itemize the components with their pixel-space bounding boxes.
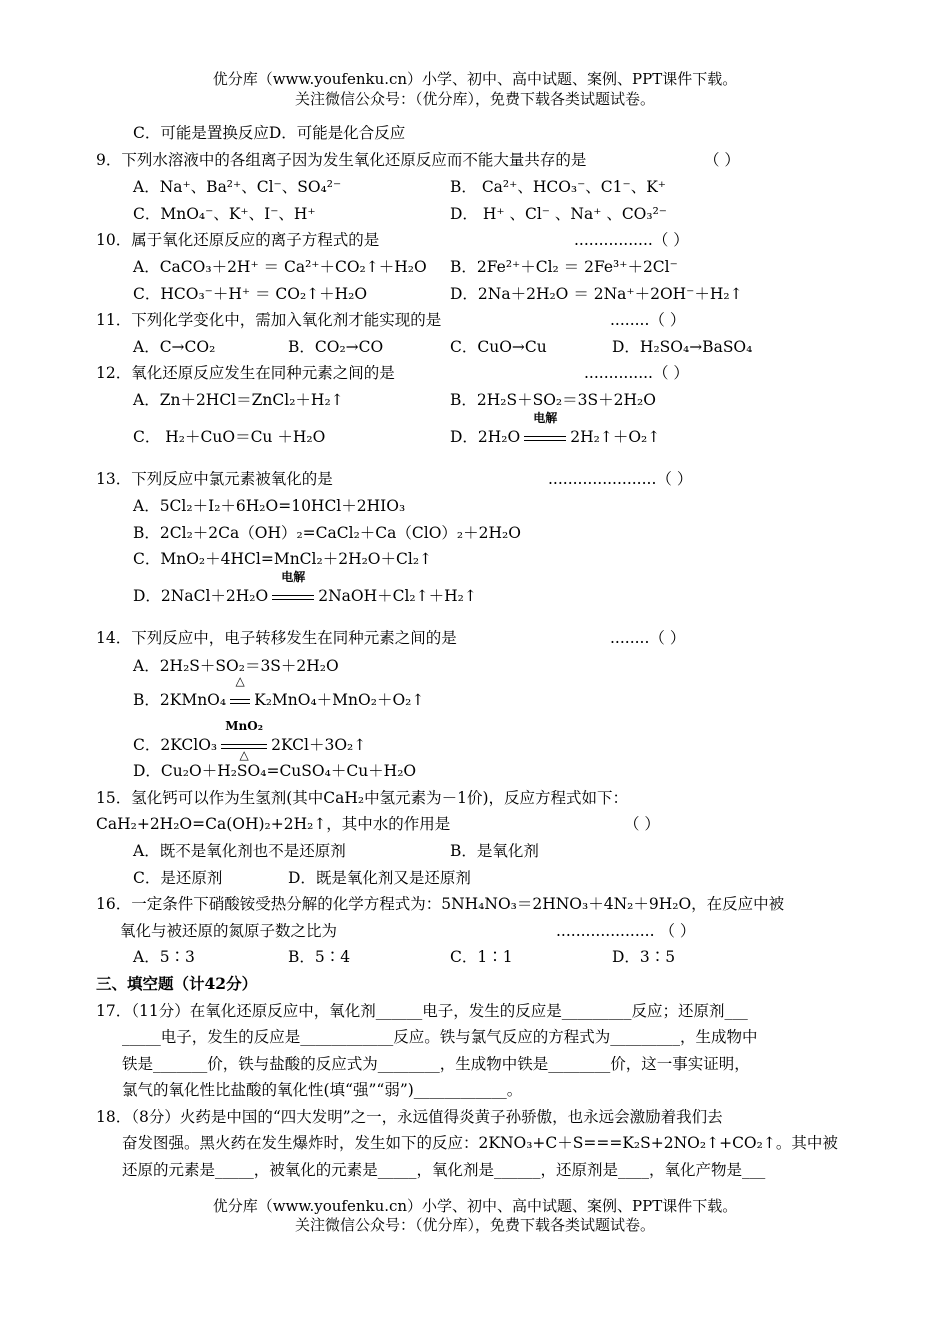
q9-option-a: A．Na⁺、Ba²⁺、Cl⁻、SO₄²⁻ [133, 178, 342, 196]
q14-option-a: A．2H₂S＋SO₂＝3S＋2H₂O [133, 657, 339, 675]
q15-bracket: （ ） [624, 815, 660, 833]
q18-line-1: 18．（8分）火药是中国的“四大发明”之一，永远值得炎黄子孙骄傲，也永远会激励着我们去 [96, 1108, 723, 1126]
q14-c-left: C．2KClO₃ [133, 736, 218, 754]
q13-d-double-line [272, 595, 314, 600]
q18-line-2: 奋发图强。黑火药在发生爆炸时，发生如下的反应：2KNO₃+C＋S===K₂S+2NO₂↑+CO₂↑。其中被 [122, 1134, 838, 1152]
q13-option-a: A．5Cl₂＋I₂＋6H₂O=10HCl＋2HIO₃ [133, 497, 406, 515]
q13-option-b: B．2Cl₂＋2Ca（OH）₂=CaCl₂＋Ca（ClO）₂＋2H₂O [133, 524, 521, 542]
q13-option-c: C．MnO₂＋4HCl=MnCl₂＋2H₂O＋Cl₂↑ [133, 550, 433, 568]
q14-bracket: ........（ ） [610, 629, 686, 647]
q9-bracket: （ ） [704, 151, 740, 169]
q14-option-c [133, 719, 367, 762]
q15-option-d: D．既是氧化剂又是还原剂 [288, 869, 471, 887]
q14-b-cond-label: △ [235, 674, 245, 688]
q9-option-b: B． Ca²⁺、HCO₃⁻、C1⁻、K⁺ [450, 178, 666, 196]
q15-stem-line-2: CaH₂+2H₂O=Ca(OH)₂+2H₂↑，其中水的作用是 [96, 815, 451, 833]
q16-option-c: C．1∶1 [450, 948, 513, 966]
q13-bracket: ......................（ ） [548, 470, 693, 488]
q15-option-c: C．是还原剂 [133, 869, 223, 887]
q14-b-double-line [230, 699, 250, 704]
q10-option-c: C．HCO₃⁻＋H⁺ ＝ CO₂↑＋H₂O [133, 285, 368, 303]
q12-option-a: A．Zn＋2HCl＝ZnCl₂＋H₂↑ [133, 391, 344, 409]
header-line-2: 关注微信公众号：（优分库），免费下载各类试题试卷。 [294, 90, 655, 108]
header-line-1: 优分库（www.youfenku.cn）小学、初中、高中试题、案例、PPT课件下载。 [212, 70, 738, 88]
q17-line-1: 17．（11分）在氧化还原反应中，氧化剂______电子，发生的反应是_________反应；还原剂___ [96, 1002, 748, 1020]
q12-d-condition [520, 411, 570, 448]
q14-b-left: B．2KMnO₄ [133, 691, 227, 709]
q12-d-double-line [524, 436, 566, 441]
q17-line-3: 铁是_______价，铁与盐酸的反应式为________，生成物中铁是________价，这一事实证明， [122, 1055, 750, 1073]
q12-stem: 12．氧化还原反应发生在同种元素之间的是 [96, 364, 395, 382]
q17-line-2: _____电子，发生的反应是____________反应。铁与氯气反应的方程式为_________，生成物中 [122, 1028, 758, 1046]
q16-stem-line-1: 16．一定条件下硝酸铵受热分解的化学方程式为：5NH₄NO₃＝2HNO₃＋4N₂＋9H₂O，在反应中被 [96, 895, 785, 913]
q16-bracket: .................... （ ） [556, 922, 696, 940]
q18-line-3: 还原的元素是_____，被氧化的元素是_____，氧化剂是______，还原剂是____，氧化产物是___ [122, 1161, 766, 1179]
q14-option-b [133, 674, 425, 711]
footer-line-1: 优分库（www.youfenku.cn）小学、初中、高中试题、案例、PPT课件下载。 [212, 1197, 738, 1215]
q12-bracket: ..............（ ） [584, 364, 689, 382]
q15-stem-line-1: 15．氢化钙可以作为生氢剂(其中CaH₂中氢元素为－1价)，反应方程式如下： [96, 789, 629, 807]
q16-stem-line-2: 氧化与被还原的氮原子数之比为 [120, 922, 338, 940]
q14-c-condition [217, 719, 271, 762]
q12-d-left: D．2H₂O [450, 428, 521, 446]
q12-option-b: B．2H₂S＋SO₂＝3S＋2H₂O [450, 391, 656, 409]
q12-d-cond-label: 电解 [533, 411, 558, 425]
q11-option-b: B．CO₂→CO [288, 338, 384, 356]
q9-option-c: C．MnO₄⁻、K⁺、I⁻、H⁺ [133, 205, 316, 223]
q12-option-d [450, 411, 661, 448]
q14-option-d: D．Cu₂O＋H₂SO₄=CuSO₄＋Cu＋H₂O [133, 762, 417, 780]
q13-d-condition [268, 570, 318, 607]
q13-option-d [133, 570, 477, 607]
q11-option-d: D．H₂SO₄→BaSO₄ [612, 338, 753, 356]
q10-bracket: ................（ ） [574, 231, 689, 249]
section-3-title: 三、填空题（计42分） [96, 974, 258, 993]
q9-option-d: D． H⁺ 、Cl⁻ 、Na⁺ 、CO₃²⁻ [450, 205, 667, 223]
q10-option-a: A．CaCO₃＋2H⁺ ＝ Ca²⁺＋CO₂↑＋H₂O [133, 258, 427, 276]
q9-stem: 9．下列水溶液中的各组离子因为发生氧化还原反应而不能大量共存的是 [96, 151, 587, 169]
q16-option-b: B．5∶4 [288, 948, 351, 966]
q14-b-right: K₂MnO₄＋MnO₂＋O₂↑ [254, 691, 425, 709]
q12-option-c: C． H₂＋CuO＝Cu ＋H₂O [133, 428, 326, 446]
q13-d-cond-label: 电解 [281, 570, 306, 584]
q10-option-b: B．2Fe²⁺＋Cl₂ ＝ 2Fe³⁺＋2Cl⁻ [450, 258, 678, 276]
q16-option-a: A．5∶3 [133, 948, 195, 966]
q11-stem: 11．下列化学变化中，需加入氧化剂才能实现的是 [96, 311, 442, 329]
q13-stem: 13．下列反应中氯元素被氧化的是 [96, 470, 333, 488]
q11-bracket: ........（ ） [610, 311, 686, 329]
q11-option-c: C．CuO→Cu [450, 338, 547, 356]
q14-c-cond-top: MnO₂ [225, 719, 263, 733]
q12-d-right: 2H₂↑＋O₂↑ [570, 428, 661, 446]
q10-option-d: D．2Na＋2H₂O ＝ 2Na⁺＋2OH⁻＋H₂↑ [450, 285, 743, 303]
q8-option-cd: C．可能是置换反应D．可能是化合反应 [133, 124, 406, 142]
q13-d-right: 2NaOH＋Cl₂↑＋H₂↑ [318, 587, 477, 605]
q14-stem: 14．下列反应中，电子转移发生在同种元素之间的是 [96, 629, 457, 647]
q15-option-b: B．是氧化剂 [450, 842, 539, 860]
q14-c-cond-bot: △ [239, 748, 249, 762]
q15-option-a: A．既不是氧化剂也不是还原剂 [133, 842, 346, 860]
q10-stem: 10．属于氧化还原反应的离子方程式的是 [96, 231, 380, 249]
q16-option-d: D．3∶5 [612, 948, 676, 966]
q13-d-left: D．2NaCl＋2H₂O [133, 587, 269, 605]
q11-option-a: A．C→CO₂ [133, 338, 216, 356]
footer-line-2: 关注微信公众号：（优分库），免费下载各类试题试卷。 [294, 1216, 655, 1234]
q14-b-condition [226, 674, 254, 711]
q14-c-right: 2KCl＋3O₂↑ [271, 736, 367, 754]
q17-line-4: 氯气的氧化性比盐酸的氧化性(填“强”“弱”)____________。 [122, 1081, 523, 1099]
